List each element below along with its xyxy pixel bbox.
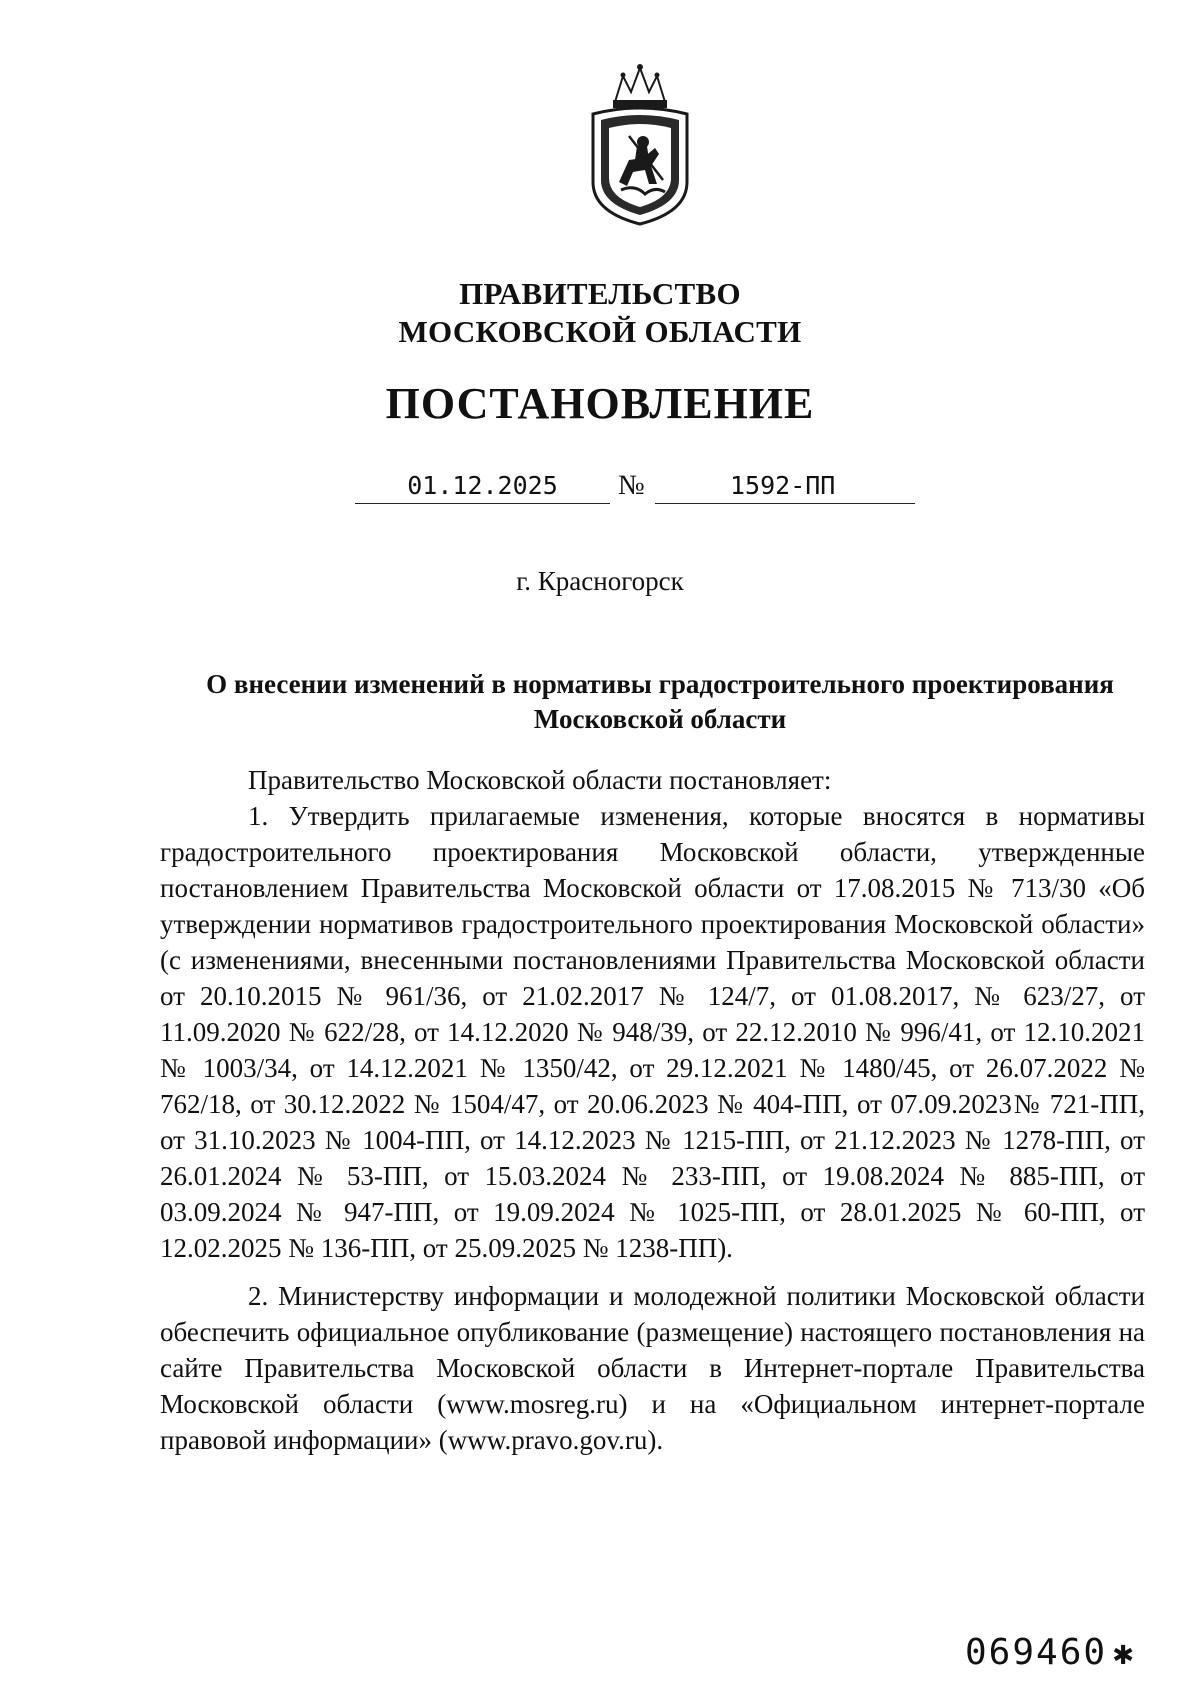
city: г. Красногорск (516, 566, 684, 596)
organization-name (0, 275, 1200, 351)
document-body (160, 762, 1145, 1458)
date-number-line (0, 460, 1200, 510)
intro-paragraph: Правительство Московской области постановляет: (248, 765, 832, 795)
document-subject (170, 667, 1150, 737)
document-number-field (655, 465, 915, 504)
document-number: 1592-ПП (730, 471, 836, 500)
document-type: ПОСТАНОВЛЕНИЕ (385, 379, 815, 428)
subject-line-2: Московской области (533, 704, 787, 734)
item-2-paragraph: 2. Министерству информации и молодежной политики Московской области обеспечить официальное опубликование (размещение) настоящего постановления на сайте Правительства Московской области в Интернет-портале Правительства Московской области (www.mosreg.ru) и на «Официальном интернет-портале правовой информации» (www.pravo.gov.ru). (160, 1281, 1145, 1455)
document-date-field (355, 465, 610, 504)
document-date: 01.12.2025 (407, 471, 558, 500)
serial-number-stamp (965, 1632, 1136, 1673)
item-1-paragraph: 1. Утвердить прилагаемые изменения, которые вносятся в нормативы градостроительного проектирования Московской области, утвержденные постановлением Правительства Московской области от 17.08.2015 № 713/30 «Об утверждении нормативов градостроительного проектирования Московской области» (с изменениями, внесенными постановлениями Правительства Московской области от 20.10.2015 № 961/36, от 21.02.2017 № 124/7, от 01.08.2017, № 623/27, от 11.09.2020 № 622/28, от 14.12.2020 № 948/39, от 22.12.2010 № 996/41, от 12.10.2021 № 1003/34, от 14.12.2021 № 1350/42, от 29.12.2021 № 1480/45, от 26.07.2022 № 762/18, от 30.12.2022 № 1504/47, от 20.06.2023 № 404-ПП, от 07.09.2023№ 721-ПП, от 31.10.2023 № 1004-ПП, от 14.12.2023 № 1215-ПП, от 21.12.2023 № 1278-ПП, от 26.01.2024 № 53-ПП, от 15.03.2024 № 233-ПП, от 19.08.2024 № 885-ПП, от 03.09.2024 № 947-ПП, от 19.09.2024 № 1025-ПП, от 28.01.2025 № 60-ПП, от 12.02.2025 № 136-ПП, от 25.09.2025 № 1238-ПП). (160, 801, 1145, 1263)
number-sign: № (618, 470, 645, 501)
organization-line-2: МОСКОВСКОЙ ОБЛАСТИ (398, 314, 802, 349)
serial-number: 069460 (965, 1632, 1108, 1673)
subject-line-1: О внесении изменений в нормативы градостроительного проектирования (206, 669, 1114, 699)
organization-line-1: ПРАВИТЕЛЬСТВО (459, 276, 741, 311)
moscow-oblast-coat-of-arms-icon (585, 62, 695, 227)
asterisk-mark: ✱ (1113, 1633, 1136, 1673)
